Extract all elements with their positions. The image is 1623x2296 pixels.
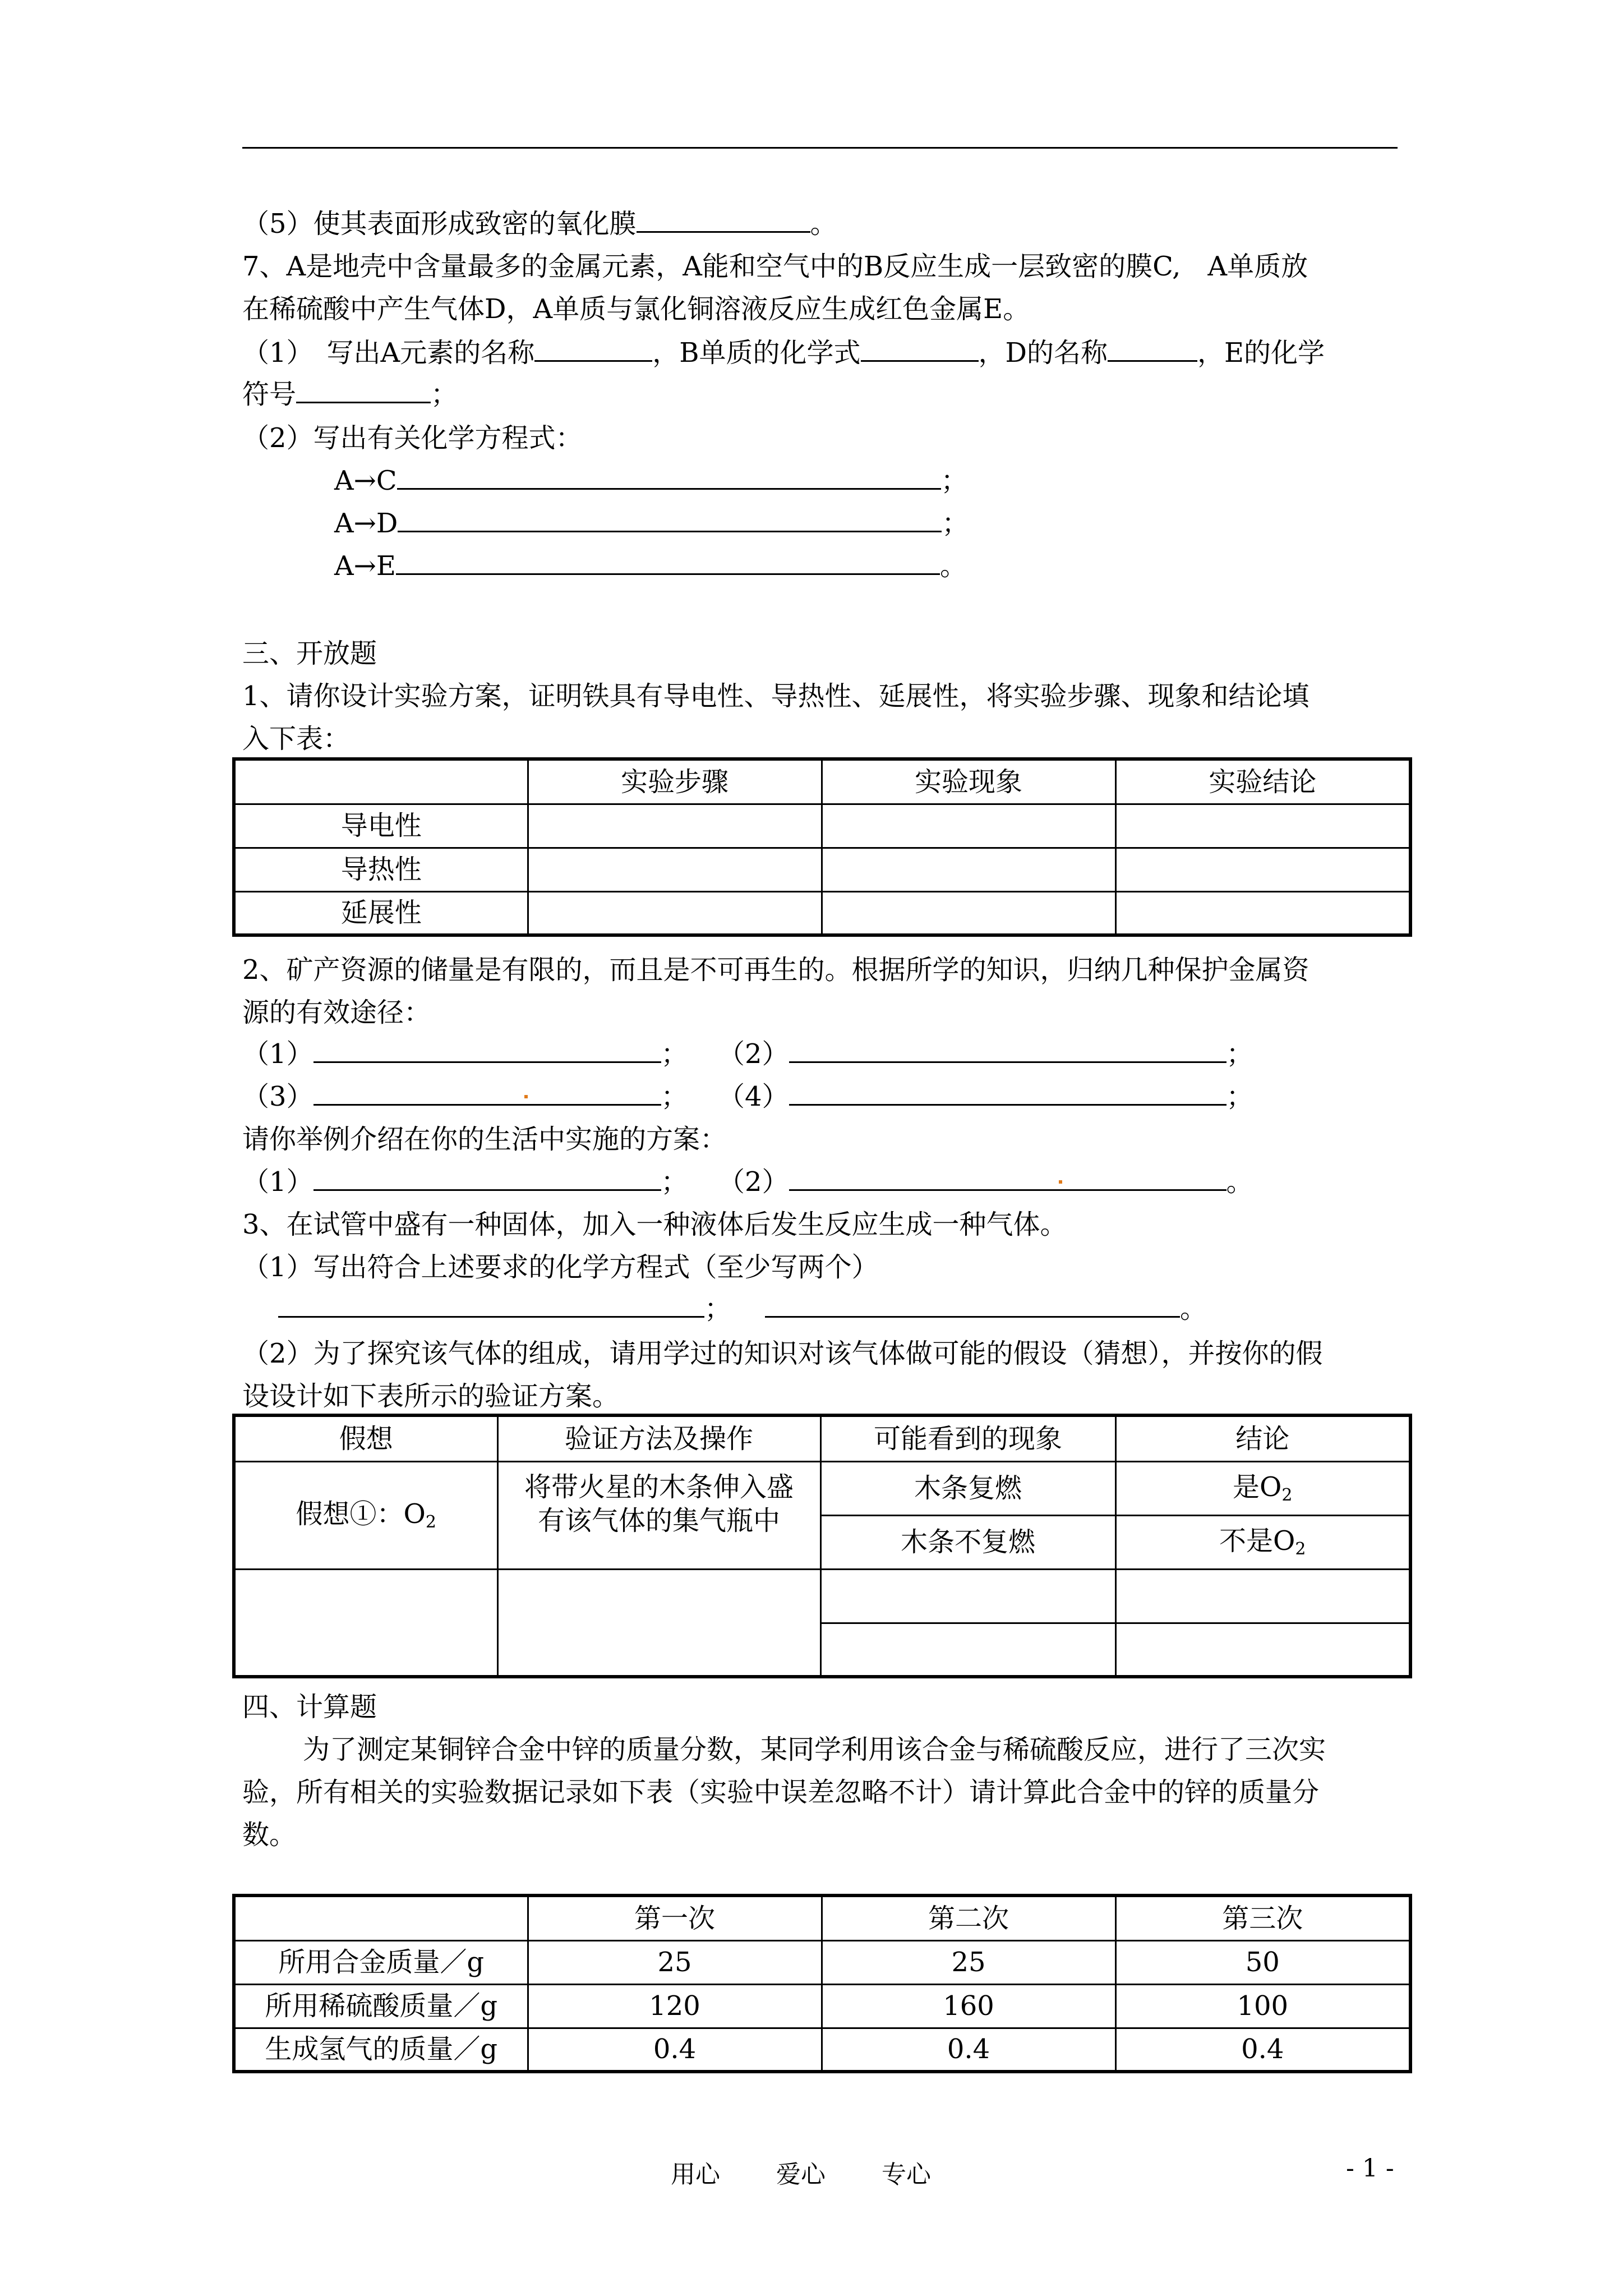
q7-sub1-a: （1） 写出A元素的名称 [242,337,535,369]
equation-a-d [334,501,969,540]
subscript: 2 [1295,1539,1306,1559]
motto-word: 用心 [671,2160,720,2189]
table-row [234,1984,1410,2028]
table-cell: 0.4 [1115,2028,1410,2072]
answer-blank-equation[interactable] [278,1289,704,1318]
q7-sub1 [242,331,1325,370]
q2-item-3 [242,1075,688,1114]
answer-cell[interactable] [1115,804,1410,848]
s4-para-line3: 数。 [242,1819,297,1851]
answer-cell[interactable] [528,804,822,848]
item-label: （2） [718,1038,789,1070]
s3-q3-sub1: （1）写出符合上述要求的化学方程式（至少写两个） [242,1251,879,1283]
q3-equations [278,1287,1207,1326]
table-header-cell: 第三次 [1115,1895,1410,1940]
q2-item-1 [242,1032,688,1071]
table-row [234,804,1410,848]
row-label: 导电性 [234,804,528,848]
row-label: 延展性 [234,891,528,935]
hyp-text: 假想①：O [296,1498,426,1530]
eq-to: D [376,508,398,539]
sep: ； [704,1293,732,1324]
table-header-cell [234,759,528,804]
eq-end: 。 [939,550,967,582]
con-text: 不是O [1219,1525,1295,1557]
table-row [234,848,1410,891]
item-label: （1） [242,1038,313,1070]
sep: ； [661,1166,688,1198]
answer-cell[interactable] [1115,891,1410,935]
table-cell: 0.4 [528,2028,822,2072]
sep: ； [661,1038,688,1070]
answer-cell[interactable] [820,1623,1115,1677]
eq-from: A [334,550,354,582]
eq-end: ； [942,508,969,539]
s3-q2-prompt: 请你举例介绍在你的生活中实施的方案： [242,1124,727,1155]
answer-cell[interactable] [1115,1569,1410,1623]
row-label: 生成氢气的质量／g [234,2028,528,2072]
answer-cell[interactable] [234,1569,497,1677]
table-cell: 50 [1115,1940,1410,1984]
q6-item5 [242,202,837,241]
q2-plan-1 [242,1160,688,1199]
table-header-cell: 实验结论 [1115,759,1410,804]
stray-mark [1059,1180,1062,1184]
answer-cell[interactable] [1115,1623,1410,1677]
table-cell: 0.4 [822,2028,1115,2072]
table-cell: 25 [822,1940,1115,1984]
end: 。 [1226,1166,1253,1198]
q7-sub1-b: ，B单质的化学式 [652,337,861,369]
row-label: 所用稀硫酸质量／g [234,1984,528,2028]
method-line: 将带火星的木条伸入盛 [524,1471,794,1503]
table-header-cell: 实验步骤 [528,759,822,804]
q6-item5-text: （5）使其表面形成致密的氧化膜 [242,208,637,240]
eq-from: A [334,508,354,539]
footer-motto [671,2154,931,2190]
end: 。 [1180,1293,1207,1324]
table-header-cell: 假想 [234,1415,497,1461]
conclusion-cell [1115,1515,1410,1569]
answer-blank[interactable] [789,1034,1227,1063]
table-cell: 25 [528,1940,822,1984]
q7-sub1-d: ，E的化学 [1197,337,1325,369]
q2-item-4 [718,1075,1253,1114]
s4-para-line2: 验，所有相关的实验数据记录如下表（实验中误差忽略不计）请计算此合金中的锌的质量分 [242,1777,1320,1808]
header-rule [242,147,1398,149]
answer-blank-e-symbol[interactable] [296,375,431,403]
table-row [234,1569,1410,1623]
q7-sub1-c: ，D的名称 [978,337,1108,369]
table-header-cell: 第一次 [528,1895,822,1940]
sep: ； [1226,1038,1253,1070]
table-row [234,1940,1410,1984]
conclusion-cell [1115,1461,1410,1515]
equation-a-e [334,544,967,583]
table-cell: 120 [528,1984,822,2028]
sep: ； [661,1081,688,1112]
subscript: 2 [425,1512,436,1533]
s3-q1-line1: 1、请你设计实验方案，证明铁具有导电性、导热性、延展性，将实验步骤、现象和结论填 [242,680,1310,712]
section3-title: 三、开放题 [242,638,377,669]
table-header-cell: 第二次 [822,1895,1115,1940]
q7-stem-line2: 在稀硫酸中产生气体D，A单质与氯化铜溶液反应生成红色金属E。 [242,293,1030,325]
arrow-right-icon: → [353,465,376,496]
item-label: （3） [242,1081,313,1112]
experiment-table [232,757,1412,937]
answer-blank-equation[interactable] [396,546,940,575]
s3-q3-sub2-line1: （2）为了探究该气体的组成，请用学过的知识对该气体做可能的假设（猜想），并按你的假 [242,1338,1323,1369]
table-cell: 100 [1115,1984,1410,2028]
equation-a-c [334,459,968,498]
answer-blank-d-name[interactable] [1108,333,1197,362]
table-header-cell: 结论 [1115,1415,1410,1461]
q7-sub1-e: 符号 [242,379,297,410]
eq-end: ； [940,465,968,496]
q7-stem-line1: 7、A是地壳中含量最多的金属元素，A能和空气中的B反应生成一层致密的膜C, A单质放 [242,251,1308,282]
answer-blank-b-formula[interactable] [861,333,979,362]
s3-q2-line2: 源的有效途径： [242,997,431,1028]
eq-to: E [376,550,396,582]
table-row [234,2028,1410,2072]
q7-sub1-line2 [242,372,458,411]
row-label: 所用合金质量／g [234,1940,528,1984]
answer-blank[interactable] [789,1077,1227,1106]
q6-item5-end: 。 [810,208,837,240]
q2-item-2 [718,1032,1253,1071]
answer-blank-element-name[interactable] [534,333,652,362]
table-header-cell [234,1895,528,1940]
answer-cell[interactable] [528,891,822,935]
eq-to: C [376,465,397,496]
observation-cell: 木条不复燃 [820,1515,1115,1569]
table-row [234,891,1410,935]
answer-blank-equation[interactable] [765,1289,1180,1318]
q2-plan-2 [718,1160,1253,1199]
table-cell: 160 [822,1984,1115,2028]
item-label: （4） [718,1081,789,1112]
table-row [234,1461,1410,1515]
hypothesis-cell [234,1461,497,1569]
answer-cell[interactable] [822,891,1115,935]
stray-mark [524,1095,528,1098]
answer-blank[interactable] [637,204,810,233]
con-text: 是O [1233,1471,1282,1503]
hypothesis-table [232,1414,1412,1678]
answer-blank-equation[interactable] [397,461,941,490]
method-cell [497,1461,820,1569]
answer-cell[interactable] [497,1569,820,1677]
row-label: 导热性 [234,848,528,891]
answer-blank[interactable] [313,1162,661,1191]
observation-cell: 木条复燃 [820,1461,1115,1515]
table-header-cell: 验证方法及操作 [497,1415,820,1461]
answer-cell[interactable] [528,848,822,891]
motto-word: 专心 [882,2160,931,2189]
answer-cell[interactable] [822,848,1115,891]
s3-q2-line1: 2、矿产资源的储量是有限的，而且是不可再生的。根据所学的知识，归纳几种保护金属资 [242,954,1310,986]
method-line: 有该气体的集气瓶中 [537,1504,780,1536]
s3-q1-line2: 入下表： [242,723,351,754]
answer-blank[interactable] [789,1162,1227,1191]
q7-sub1-end: ； [431,379,458,410]
data-table [232,1894,1412,2073]
q7-sub2: （2）写出有关化学方程式： [242,422,583,454]
s3-q3-line1: 3、在试管中盛有一种固体，加入一种液体后发生反应生成一种气体。 [242,1209,1067,1240]
table-header-cell: 可能看到的现象 [820,1415,1115,1461]
answer-blank-equation[interactable] [398,504,942,532]
eq-from: A [334,465,354,496]
arrow-right-icon: → [353,550,376,582]
section4-title: 四、计算题 [242,1691,377,1723]
arrow-right-icon: → [353,508,376,539]
table-header-cell: 实验现象 [822,759,1115,804]
s4-para-line1: 为了测定某铜锌合金中锌的质量分数，某同学利用该合金与稀硫酸反应，进行了三次实 [303,1734,1326,1765]
page-number: - 1 - [1346,2154,1394,2183]
answer-cell[interactable] [822,804,1115,848]
motto-word: 爱心 [776,2160,826,2189]
item-label: （2） [718,1166,789,1198]
answer-cell[interactable] [820,1569,1115,1623]
item-label: （1） [242,1166,313,1198]
answer-blank[interactable] [313,1034,661,1063]
answer-cell[interactable] [1115,848,1410,891]
sep: ； [1226,1081,1253,1112]
subscript: 2 [1281,1485,1293,1506]
s3-q3-sub2-line2: 设设计如下表所示的验证方案。 [242,1381,620,1412]
answer-blank[interactable] [313,1077,661,1106]
